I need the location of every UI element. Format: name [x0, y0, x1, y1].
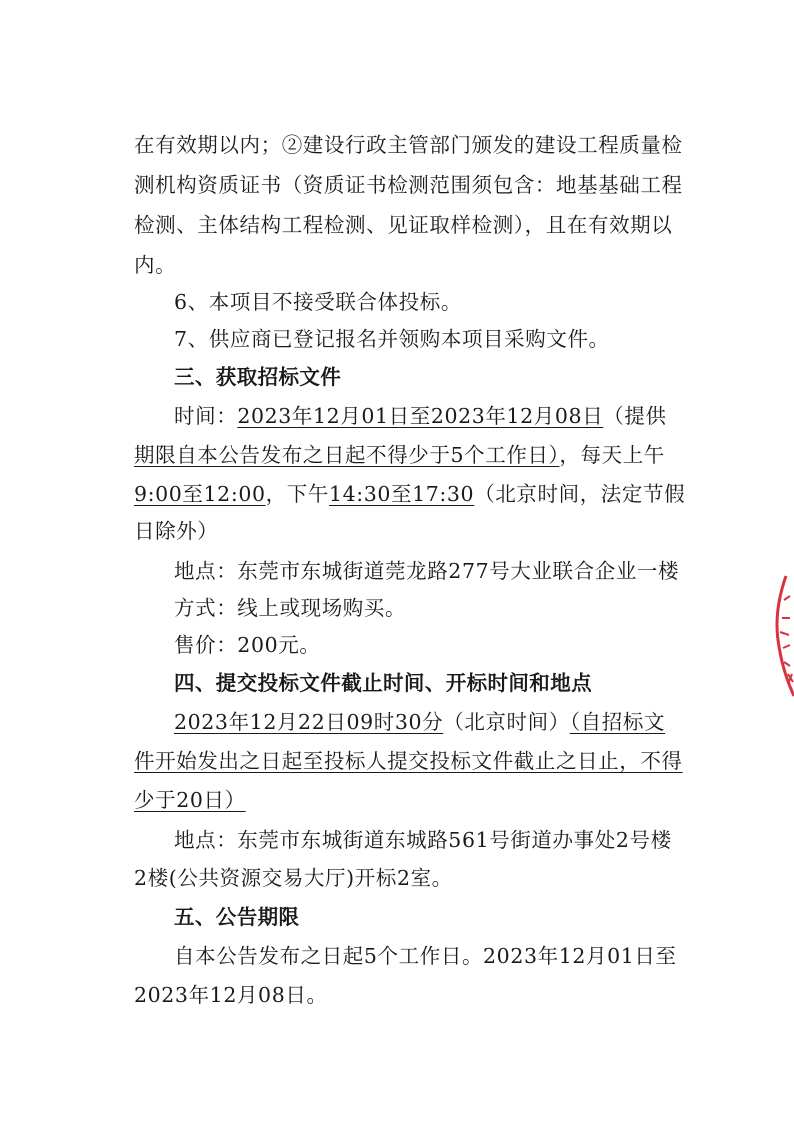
deadline-time: 2023年12月22日09时30分 — [174, 710, 444, 734]
section-heading-3: 三、获取招标文件 — [174, 365, 342, 389]
purchase-location: 地点：东莞市东城街道莞龙路277号大业联合企业一楼 — [174, 559, 680, 583]
time-line-2 — [134, 440, 664, 470]
purchase-method: 方式：线上或现场购买。 — [174, 596, 407, 620]
deadline-condition: （自招标文 — [569, 710, 666, 734]
deadline-line — [174, 707, 664, 737]
time-limit-note: 期限自本公告发布之日起不得少于5个工作日） — [134, 443, 560, 467]
am-hours: 9:00至12:00 — [134, 482, 266, 506]
time-label: 时间： — [174, 404, 238, 428]
time-line — [174, 401, 667, 431]
section-heading-5: 五、公告期限 — [174, 905, 300, 929]
time-note: （提供 — [603, 404, 667, 428]
item-6: 6、本项目不接受联合体投标。 — [174, 290, 462, 314]
deadline-condition-3: 少于20日） — [134, 788, 246, 812]
notice-period-2: 2023年12月08日。 — [134, 983, 328, 1007]
beijing-note: （北京时间，法定节假 — [474, 482, 686, 506]
bid-opening-location: 地点：东莞市东城街道东城路561号街道办事处2号楼 — [174, 828, 672, 852]
pm-label: ，下午 — [265, 482, 329, 506]
seal-stamp-edge — [770, 570, 794, 700]
time-range: 2023年12月01日至2023年12月08日 — [237, 404, 604, 428]
item-7: 7、供应商已登记报名并领购本项目采购文件。 — [174, 327, 610, 351]
seal-stamp-icon — [770, 570, 794, 700]
notice-period: 自本公告发布之日起5个工作日。2023年12月01日至 — [174, 944, 677, 968]
time-line-4: 日除外） — [134, 519, 219, 543]
section-heading-4: 四、提交投标文件截止时间、开标时间和地点 — [174, 671, 592, 695]
paragraph-line: 测机构资质证书（资质证书检测范围须包含：地基基础工程 — [134, 173, 683, 197]
pm-hours: 14:30至17:30 — [328, 482, 475, 506]
deadline-note: （北京时间） — [443, 710, 570, 734]
deadline-condition-2: 件开始发出之日起至投标人提交投标文件截止之日止，不得 — [134, 749, 683, 773]
paragraph-line: 内。 — [134, 253, 177, 277]
bid-opening-location-2: 2楼(公共资源交易大厅)开标2室。 — [134, 866, 453, 890]
paragraph-line: 在有效期以内；②建设行政主管部门颁发的建设工程质量检 — [134, 133, 683, 157]
time-daily: ，每天上午 — [559, 443, 665, 467]
paragraph-line: 检测、主体结构工程检测、见证取样检测），且在有效期以 — [134, 213, 673, 237]
time-line-3 — [134, 479, 686, 509]
price: 售价：200元。 — [174, 633, 321, 657]
